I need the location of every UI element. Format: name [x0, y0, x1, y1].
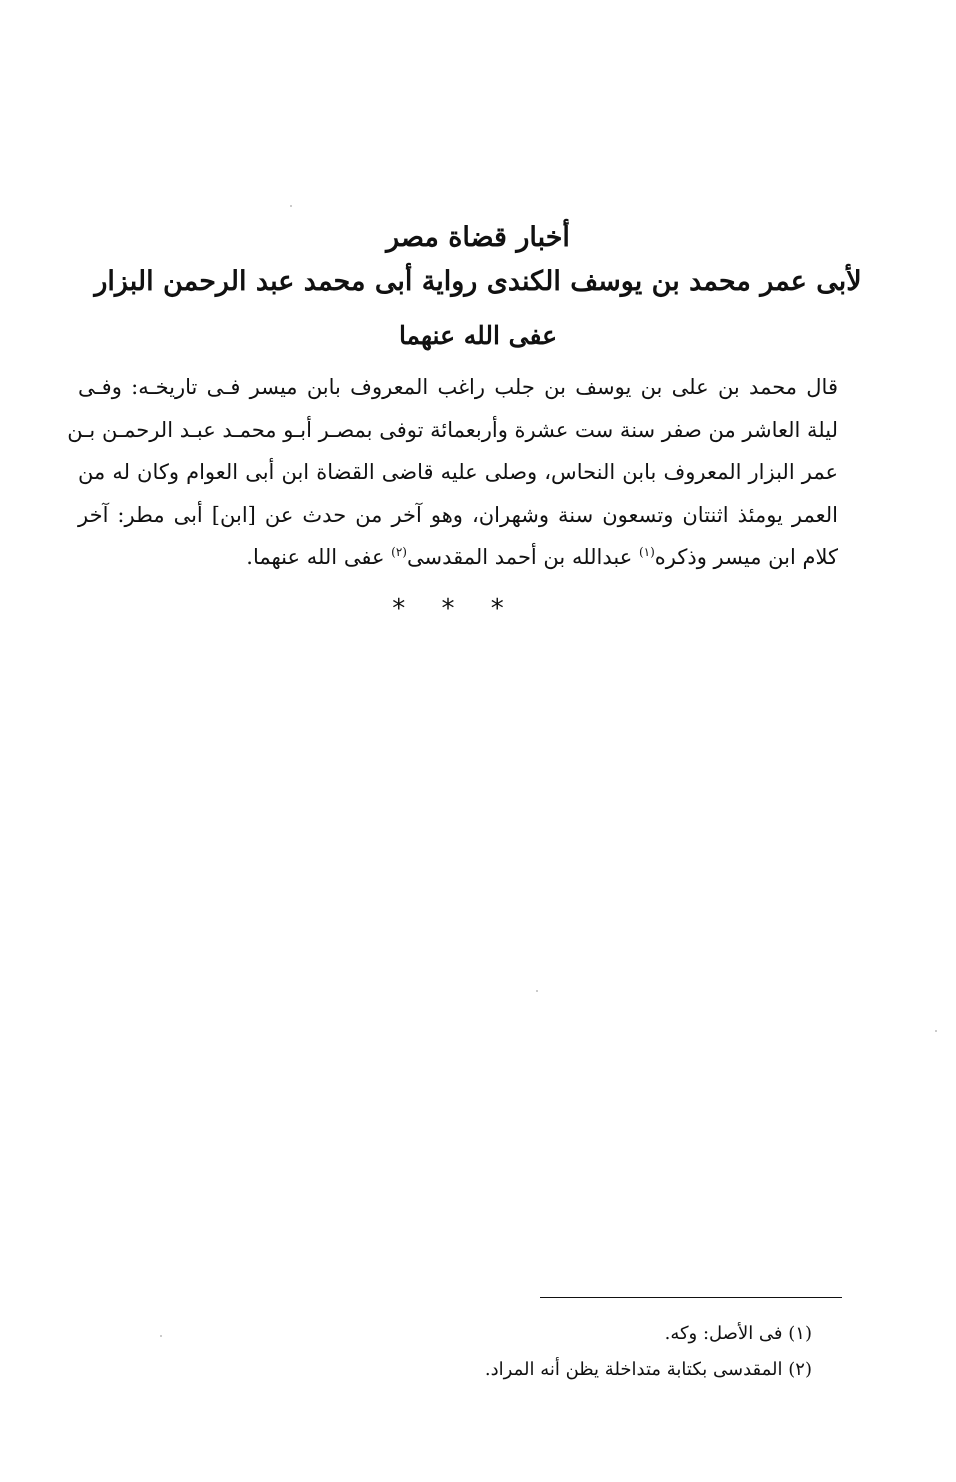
- scan-speck: [935, 1030, 937, 1032]
- section-separator: * * *: [392, 594, 518, 624]
- scan-speck: [160, 1335, 162, 1337]
- blessing-line: عفى الله عنهما: [398, 321, 558, 350]
- footnote-2: (٢) المقدسى بكتابة متداخلة يظن أنه المراد.: [484, 1359, 812, 1380]
- footnotes: [400, 1316, 812, 1388]
- body-line-5: [78, 536, 838, 579]
- body-line-5-text-c: عفى الله عنهما.: [246, 545, 392, 569]
- page-title: أخبار قضاة مصر: [386, 222, 570, 253]
- body-line-5-text-a: كلام ابن ميسر وذكره: [654, 545, 838, 569]
- body-line-4: العمر يومئذ اثنتان وتسعون سنة وشهران، وهو آخر من حدث عن [ابن] أبى مطر: آخر: [78, 502, 838, 527]
- body-line-3: عمر البزار المعروف بابن النحاس، وصلى عليه قاضى القضاة ابن أبى العوام وكان له من: [78, 460, 838, 484]
- body-line-5-text-b: عبدالله بن أحمد المقدسى: [406, 545, 639, 569]
- body-line-2: ليلة العاشر من صفر سنة ست عشرة وأربعمائة توفى بمصـر أبـو محمـد عبـد الرحمـن بـن: [67, 417, 838, 442]
- footnote-divider: [540, 1297, 842, 1298]
- footnote-reference-2: (٢): [391, 545, 407, 559]
- scan-speck: [290, 205, 292, 207]
- body-paragraph: [67, 366, 838, 579]
- footnote-reference-1: (١): [638, 545, 655, 559]
- body-line-1: قال محمد بن على بن يوسف بن جلب راغب المعروف بابن ميسر فـى تاريخـه: وفـى: [78, 375, 838, 399]
- author-line: لأبى عمر محمد بن يوسف الكندى رواية أبى محمد عبد الرحمن البزار: [94, 266, 862, 297]
- scan-speck: [536, 990, 538, 992]
- footnote-1: (١) فى الأصل: وكه.: [664, 1323, 812, 1344]
